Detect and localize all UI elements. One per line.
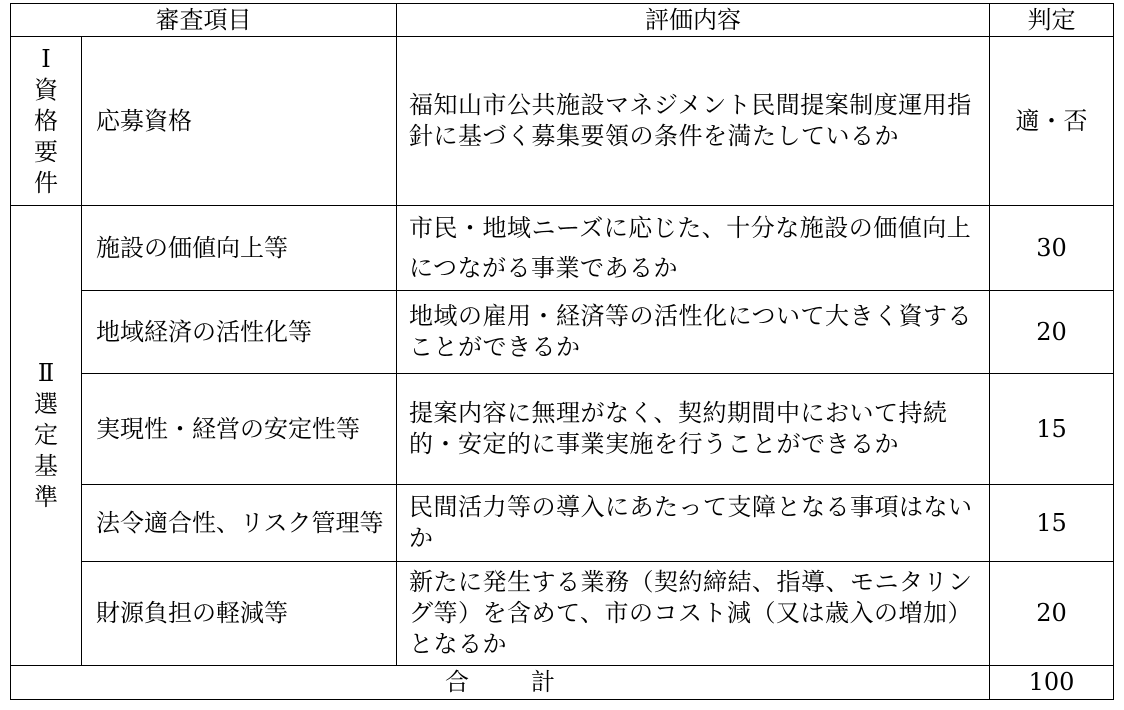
score-cell: 30 bbox=[990, 206, 1114, 291]
total-label-part: 計 bbox=[531, 668, 555, 696]
score-cell: 15 bbox=[990, 485, 1114, 562]
category-char: 要 bbox=[34, 137, 58, 166]
evaluation-criteria-table bbox=[10, 3, 1114, 700]
total-value-cell: 100 bbox=[990, 666, 1114, 700]
category-char: 基 bbox=[34, 452, 58, 480]
item-cell: 財源負担の軽減等 bbox=[82, 562, 397, 666]
table-row bbox=[11, 485, 1114, 562]
total-label-part: 合 bbox=[445, 668, 469, 696]
content-cell: 福知山市公共施設マネジメント民間提案制度運用指針に基づく募集要領の条件を満たしているか bbox=[397, 37, 990, 206]
category-char: 格 bbox=[34, 106, 58, 135]
score-cell: 20 bbox=[990, 562, 1114, 666]
category-char: 資 bbox=[34, 75, 58, 104]
category-char: 定 bbox=[34, 421, 58, 449]
total-row bbox=[11, 666, 1114, 700]
table-row bbox=[11, 206, 1114, 291]
score-cell: 20 bbox=[990, 291, 1114, 374]
table-row bbox=[11, 374, 1114, 485]
score-cell: 15 bbox=[990, 374, 1114, 485]
content-cell: 新たに発生する業務（契約締結、指導、モニタリング等）を含めて、市のコスト減（又は歳入の増加）となるか bbox=[397, 562, 990, 666]
category-char: 件 bbox=[34, 168, 58, 197]
content-cell: 地域の雇用・経済等の活性化について大きく資することができるか bbox=[397, 291, 990, 374]
category-numeral: Ⅰ bbox=[41, 44, 51, 73]
total-label-cell bbox=[11, 666, 990, 700]
category-char: 準 bbox=[34, 483, 58, 511]
header-content: 評価内容 bbox=[397, 4, 990, 37]
content-cell: 市民・地域ニーズに応じた、十分な施設の価値向上につながる事業であるか bbox=[397, 206, 990, 291]
table-row bbox=[11, 562, 1114, 666]
header-judge: 判定 bbox=[990, 4, 1114, 37]
category-qualification bbox=[11, 37, 82, 206]
content-cell: 民間活力等の導入にあたって支障となる事項はないか bbox=[397, 485, 990, 562]
category-char: 選 bbox=[34, 390, 58, 418]
category-numeral: Ⅱ bbox=[37, 359, 55, 387]
item-cell: 法令適合性、リスク管理等 bbox=[82, 485, 397, 562]
header-item: 審査項目 bbox=[11, 4, 397, 37]
item-cell: 応募資格 bbox=[82, 37, 397, 206]
table-row bbox=[11, 291, 1114, 374]
header-row bbox=[11, 4, 1114, 37]
item-cell: 地域経済の活性化等 bbox=[82, 291, 397, 374]
item-cell: 実現性・経営の安定性等 bbox=[82, 374, 397, 485]
content-cell: 提案内容に無理がなく、契約期間中において持続的・安定的に事業実施を行うことができるか bbox=[397, 374, 990, 485]
category-selection-criteria bbox=[11, 206, 82, 666]
judge-cell: 適・否 bbox=[990, 37, 1114, 206]
item-cell: 施設の価値向上等 bbox=[82, 206, 397, 291]
table-row bbox=[11, 37, 1114, 206]
